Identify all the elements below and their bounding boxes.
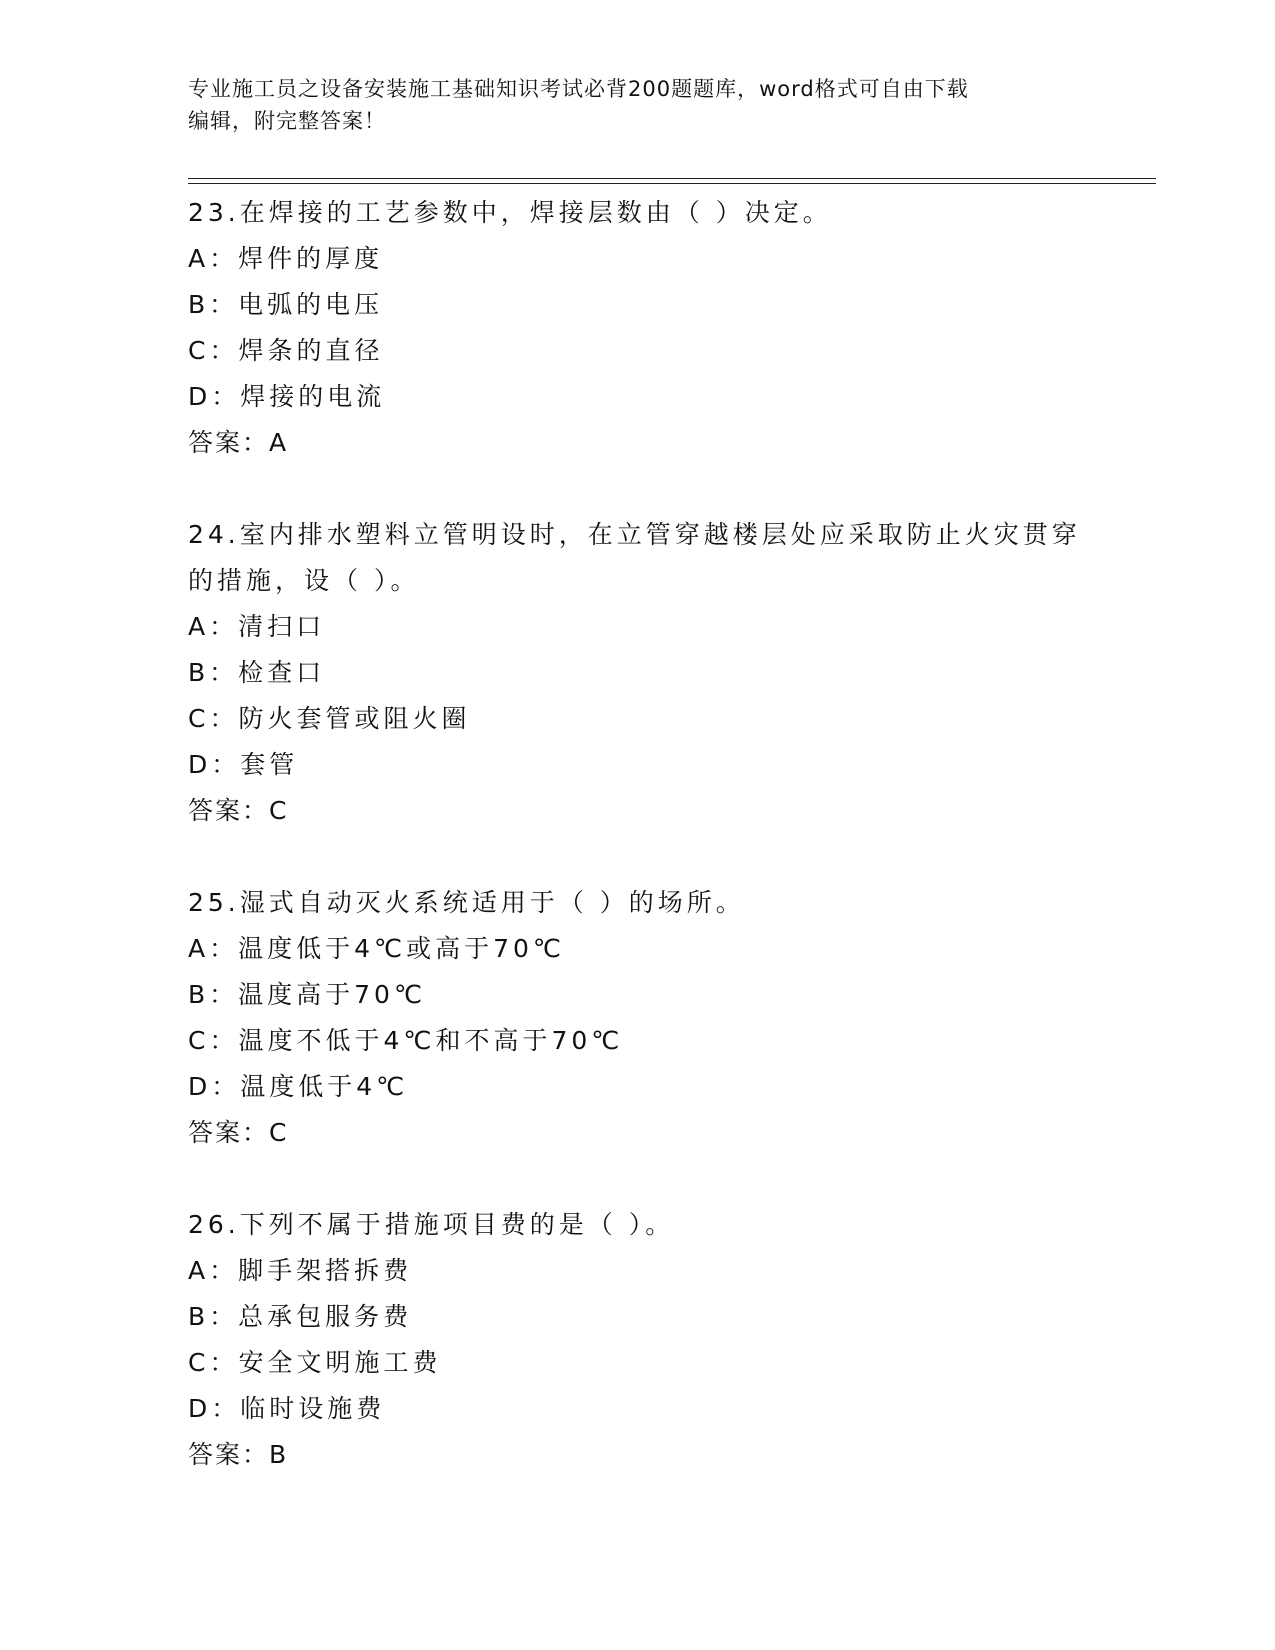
question-24 — [188, 512, 1088, 834]
option-c: C：安全文明施工费 — [188, 1348, 442, 1377]
option-c: C：防火套管或阻火圈 — [188, 704, 471, 733]
question-23 — [188, 190, 1088, 466]
option-d: D：焊接的电流 — [188, 382, 386, 411]
option-d: D：套管 — [188, 750, 299, 779]
answer-line: 答案：C — [188, 1118, 289, 1147]
document-header — [188, 73, 1088, 137]
option-c: C：焊条的直径 — [188, 336, 384, 365]
question-25 — [188, 880, 1088, 1156]
question-stem: 26.下列不属于措施项目费的是（ ）。 — [188, 1210, 675, 1239]
question-stem: 24.室内排水塑料立管明设时，在立管穿越楼层处应采取防止火灾贯穿 — [188, 520, 1081, 549]
header-line-1: 专业施工员之设备安装施工基础知识考试必背200题题库，word格式可自由下载 — [188, 77, 969, 101]
option-d: D：临时设施费 — [188, 1394, 386, 1423]
answer-line: 答案：A — [188, 428, 289, 457]
spacer — [188, 834, 1088, 880]
question-stem: 23.在焊接的工艺参数中，焊接层数由（ ）决定。 — [188, 198, 832, 227]
option-d: D：温度低于4℃ — [188, 1072, 409, 1101]
header-divider-bottom — [188, 183, 1156, 184]
option-c: C：温度不低于4℃和不高于70℃ — [188, 1026, 624, 1055]
option-b: B：检查口 — [188, 658, 326, 687]
question-list — [188, 190, 1088, 1478]
header-line-2: 编辑，附完整答案！ — [188, 109, 386, 133]
spacer — [188, 1156, 1088, 1202]
option-a: A：温度低于4℃或高于70℃ — [188, 934, 565, 963]
option-b: B：电弧的电压 — [188, 290, 384, 319]
question-26 — [188, 1202, 1088, 1478]
question-stem: 25.湿式自动灭火系统适用于（ ）的场所。 — [188, 888, 745, 917]
answer-line: 答案：B — [188, 1440, 289, 1469]
option-a: A：清扫口 — [188, 612, 326, 641]
option-a: A：脚手架搭拆费 — [188, 1256, 413, 1285]
option-a: A：焊件的厚度 — [188, 244, 384, 273]
option-b: B：总承包服务费 — [188, 1302, 413, 1331]
question-stem-continued: 的措施，设（ ）。 — [188, 566, 420, 595]
answer-line: 答案：C — [188, 796, 289, 825]
header-divider-top — [188, 178, 1156, 179]
spacer — [188, 466, 1088, 512]
option-b: B：温度高于70℃ — [188, 980, 427, 1009]
